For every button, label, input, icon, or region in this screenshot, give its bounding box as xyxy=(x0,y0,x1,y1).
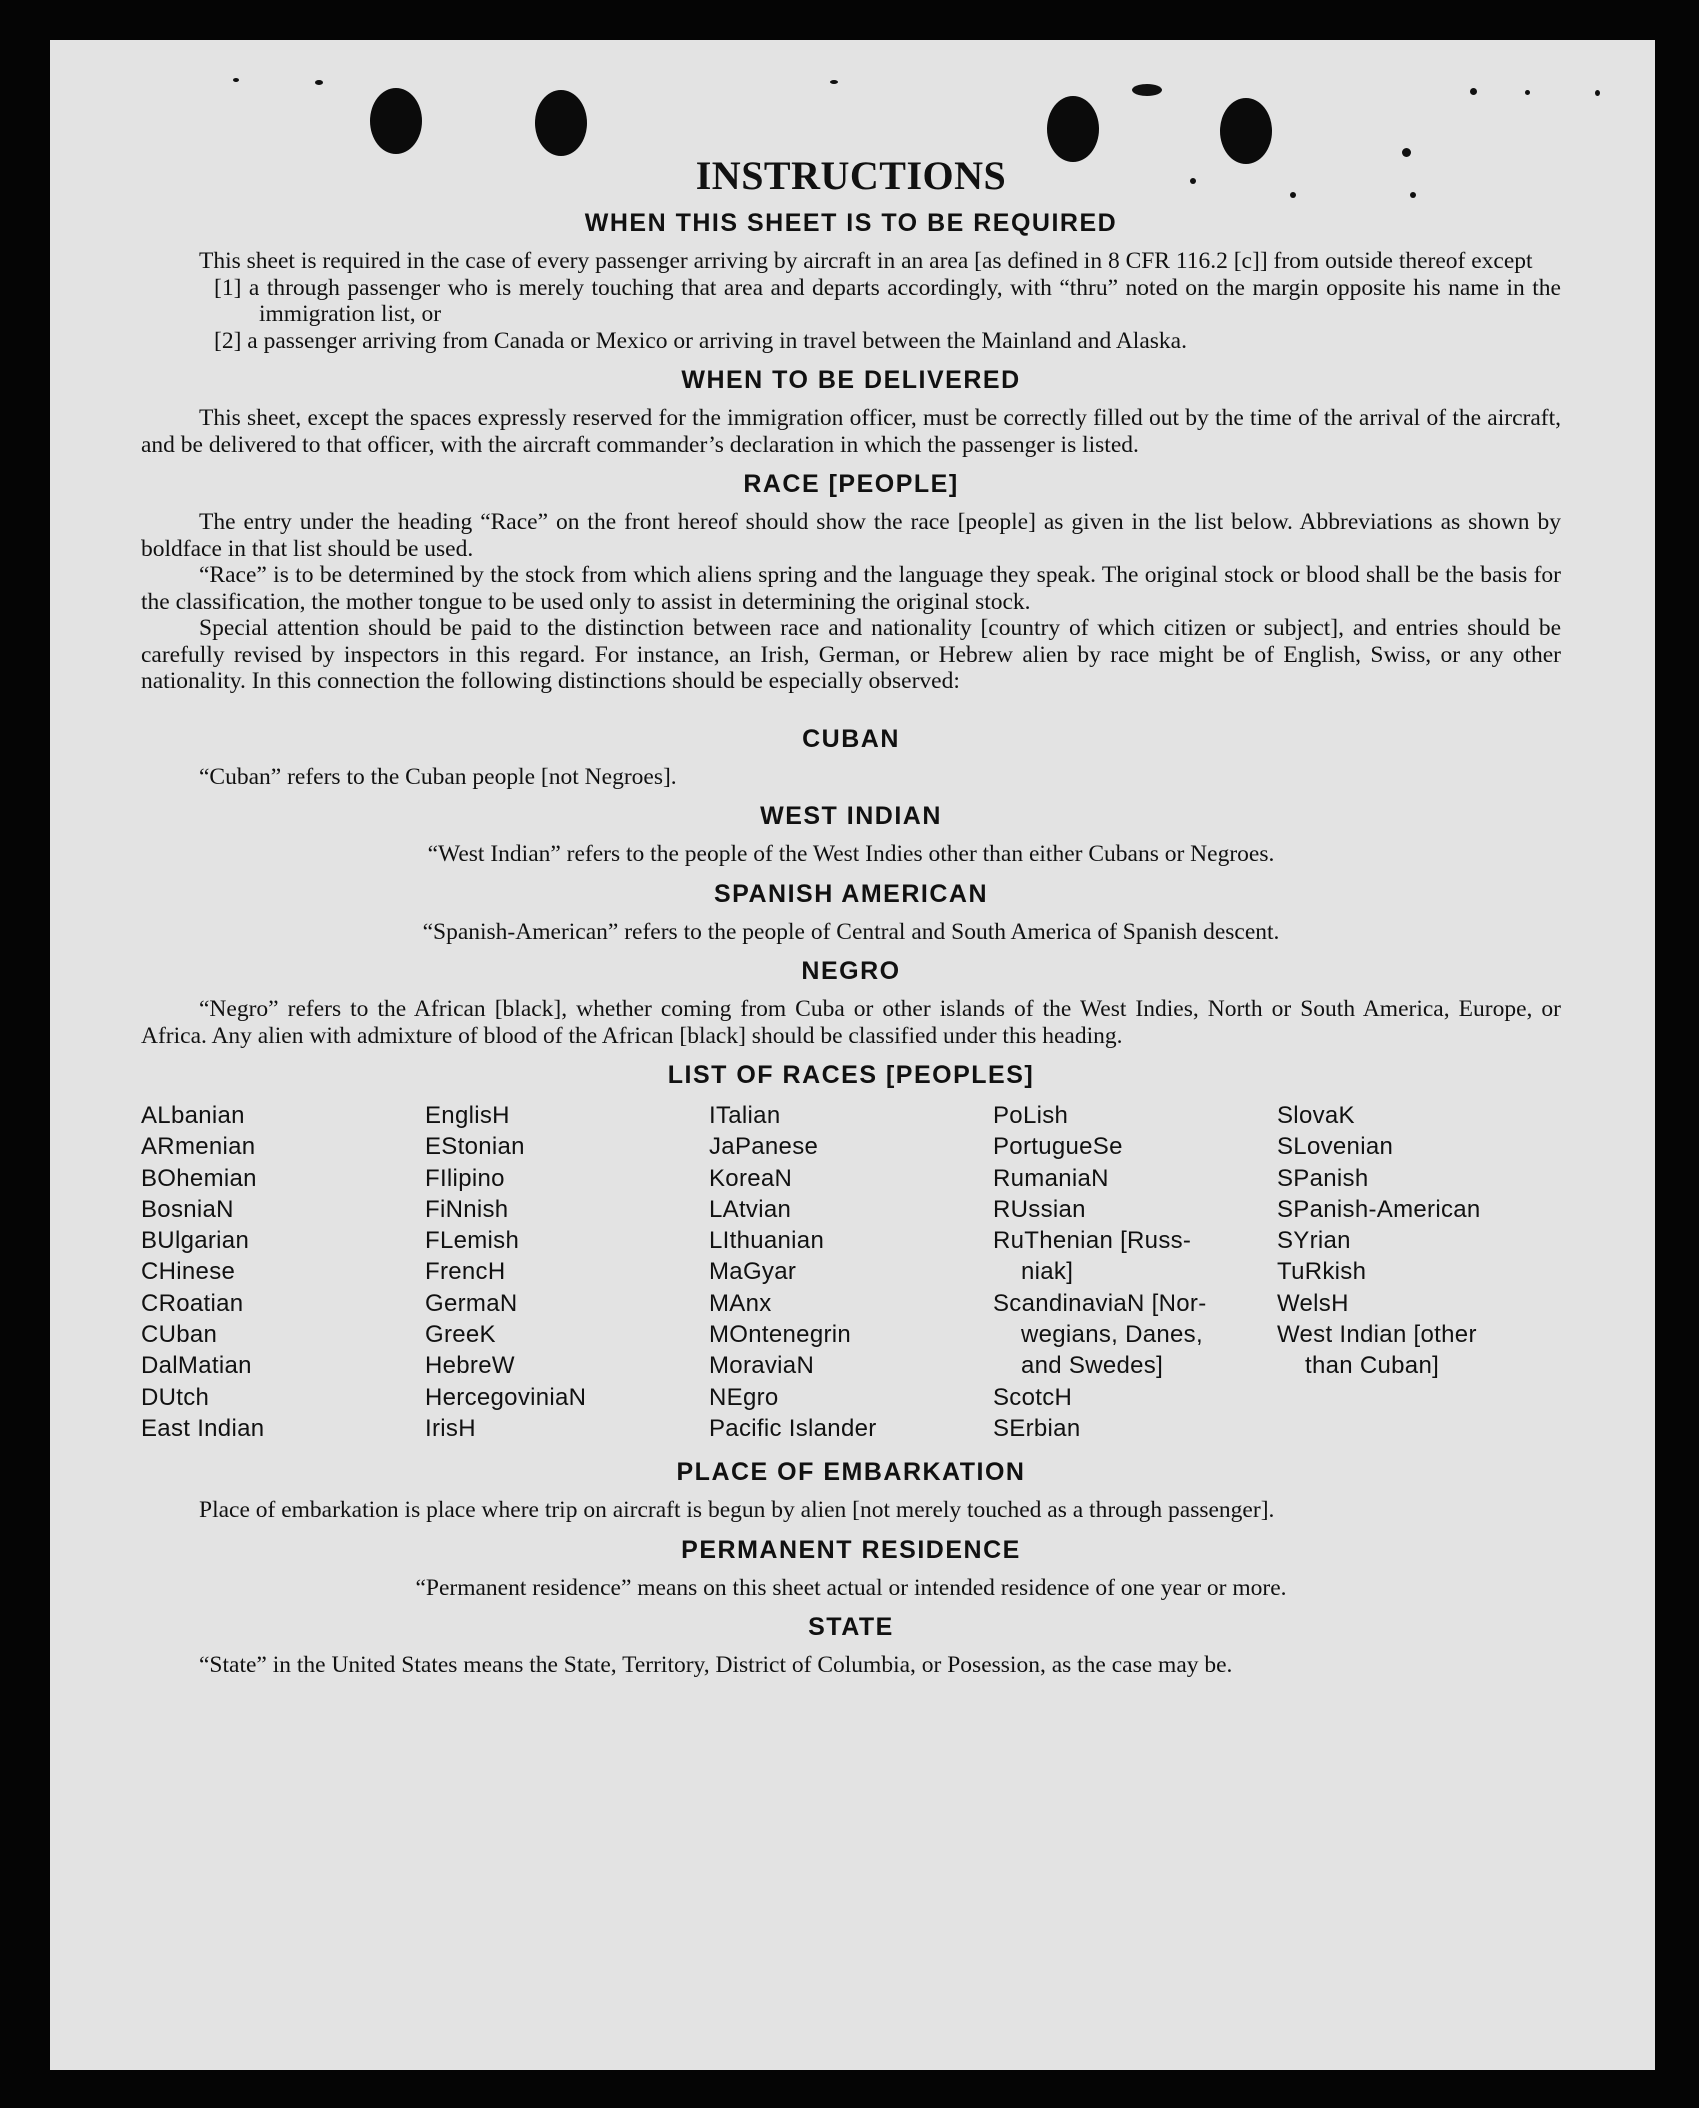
paragraph: Special attention should be paid to the distinction between race and nationality [country of which citizen or subject], and entries should be carefully revised by inspectors in this regard. For instance, an Irish, German, or Hebrew alien by race might be of English, Swiss, or any other nationality. In this connection the following distinctions should be especially observed: xyxy=(141,615,1561,694)
race-item: GreeK xyxy=(425,1321,496,1349)
section-heading: NEGRO xyxy=(801,957,901,985)
speck xyxy=(233,78,239,82)
race-item: SErbian xyxy=(993,1414,1081,1442)
race-item: CHinese xyxy=(141,1258,236,1286)
race-item: JaPanese xyxy=(709,1133,819,1161)
race-item: RuThenian [Russ- xyxy=(993,1227,1192,1255)
race-item: East Indian xyxy=(141,1414,265,1442)
document-page xyxy=(50,40,1655,2070)
document-title: INSTRUCTIONS xyxy=(695,153,1007,198)
punch-hole xyxy=(370,88,422,154)
race-item: ARmenian xyxy=(141,1133,256,1161)
race-item: TuRkish xyxy=(1277,1258,1367,1286)
section-heading: PERMANENT RESIDENCE xyxy=(681,1535,1021,1564)
race-item: RumaniaN xyxy=(993,1164,1109,1192)
race-item: WelsH xyxy=(1277,1289,1349,1317)
race-item: FLemish xyxy=(425,1227,520,1255)
race-item: EnglisH xyxy=(425,1102,510,1129)
section-heading: PLACE OF EMBARKATION xyxy=(676,1458,1026,1487)
speck xyxy=(315,80,323,85)
section-heading: WEST INDIAN xyxy=(760,802,942,830)
paragraph: “Race” is to be determined by the stock from which aliens spring and the language they speak. The original stock or blood shall be the basis for the classification, the mother tongue to be used only to assist in determining the original stock. xyxy=(141,562,1561,615)
race-item: West Indian [other xyxy=(1277,1321,1477,1349)
section-heading: SPANISH AMERICAN xyxy=(713,879,988,908)
paragraph: Place of embarkation is place where trip on aircraft is begun by alien [not merely touched as a through passenger]. xyxy=(199,1497,1275,1524)
races-list xyxy=(141,1100,1561,1444)
section-heading: RACE [PEOPLE] xyxy=(743,470,959,498)
race-item: wegians, Danes, xyxy=(1021,1321,1203,1349)
paragraph: “State” in the United States means the State, Territory, District of Columbia, or Posession, as the case may be. xyxy=(199,1652,1233,1679)
race-item: HebreW xyxy=(425,1352,515,1380)
race-item: ScotcH xyxy=(993,1383,1073,1411)
section-heading: CUBAN xyxy=(802,724,900,753)
speck xyxy=(1470,88,1477,95)
race-item: MAnx xyxy=(709,1289,772,1317)
race-item: Pacific Islander xyxy=(709,1414,877,1442)
section-heading: WHEN TO BE DELIVERED xyxy=(681,366,1021,394)
paragraph: The entry under the heading “Race” on the front hereof should show the race [people] as given in the list below. Abbreviations as shown by boldface in that list should be used. xyxy=(141,509,1561,562)
race-item: MOntenegrin xyxy=(709,1321,852,1349)
section-heading: STATE xyxy=(808,1613,894,1642)
race-item: CUban xyxy=(141,1321,218,1349)
race-item: GermaN xyxy=(425,1289,518,1317)
race-item: PortugueSe xyxy=(993,1133,1123,1161)
race-item: FrencH xyxy=(425,1258,506,1286)
race-item: FIlipino xyxy=(425,1164,505,1192)
race-item: RUssian xyxy=(993,1195,1086,1223)
race-item: SlovaK xyxy=(1277,1102,1355,1129)
race-item: SYrian xyxy=(1277,1227,1351,1255)
section-heading: WHEN THIS SHEET IS TO BE REQUIRED xyxy=(584,209,1118,237)
race-item: BUlgarian xyxy=(141,1227,250,1255)
race-item: SLovenian xyxy=(1277,1133,1394,1161)
race-item: ITalian xyxy=(709,1102,781,1129)
race-item: SPanish-American xyxy=(1277,1195,1481,1223)
paragraph: This sheet is required in the case of every passenger arriving by aircraft in an area [as defined in 8 CFR 116.2 [c]] from outside thereof except xyxy=(199,248,1533,274)
race-item: LIthuanian xyxy=(709,1227,825,1255)
race-item: HercegoviniaN xyxy=(425,1383,587,1411)
race-item: DUtch xyxy=(141,1383,210,1411)
punch-hole xyxy=(535,90,587,156)
paragraph: “Negro” refers to the African [black], whether coming from Cuba or other islands of the West Indies, North or South America, Europe, or Africa. Any alien with admixture of blood of the African [black] should be classified under this heading. xyxy=(141,996,1561,1049)
speck xyxy=(1595,90,1600,96)
race-item: CRoatian xyxy=(141,1289,244,1317)
races-column xyxy=(993,1100,1277,1444)
race-item: NEgro xyxy=(709,1383,779,1411)
paragraph: “Permanent residence” means on this sheet actual or intended residence of one year or more. xyxy=(415,1574,1287,1601)
races-column xyxy=(1277,1100,1561,1444)
race-item: ScandinaviaN [Nor- xyxy=(993,1289,1207,1317)
race-item: KoreaN xyxy=(709,1164,793,1192)
speck xyxy=(1132,84,1162,96)
races-column xyxy=(141,1100,425,1444)
race-item: IrisH xyxy=(425,1414,476,1442)
race-item: niak] xyxy=(1021,1258,1074,1286)
race-item: BosniaN xyxy=(141,1195,234,1223)
race-item: PoLish xyxy=(993,1102,1069,1129)
paragraph: “West Indian” refers to the people of the West Indies other than either Cubans or Negroes. xyxy=(427,841,1275,867)
race-item: DalMatian xyxy=(141,1352,252,1380)
speck xyxy=(830,80,838,84)
instructions-content xyxy=(141,152,1561,1679)
race-item: and Swedes] xyxy=(1021,1352,1164,1380)
race-item: than Cuban] xyxy=(1305,1352,1440,1380)
race-item: EStonian xyxy=(425,1133,525,1161)
list-item: [2] a passenger arriving from Canada or Mexico or arriving in travel between the Mainland and Alaska. xyxy=(214,327,1187,354)
race-item: SPanish xyxy=(1277,1164,1369,1192)
races-column xyxy=(709,1100,993,1444)
race-item: LAtvian xyxy=(709,1195,792,1223)
race-item: MoraviaN xyxy=(709,1352,815,1380)
race-item: FiNnish xyxy=(425,1195,509,1223)
paragraph: This sheet, except the spaces expressly reserved for the immigration officer, must be correctly filled out by the time of the arrival of the aircraft, and be delivered to that officer, with the aircraft commander’s declaration in which the passenger is listed. xyxy=(141,405,1561,458)
races-column xyxy=(425,1100,709,1444)
paragraph: “Spanish-American” refers to the people of Central and South America of Spanish descent. xyxy=(422,918,1280,945)
races-heading: LIST OF RACES [PEOPLES] xyxy=(667,1061,1035,1089)
race-item: BOhemian xyxy=(141,1164,257,1192)
race-item: ALbanian xyxy=(141,1102,245,1129)
race-item: MaGyar xyxy=(709,1258,797,1286)
paragraph: “Cuban” refers to the Cuban people [not Negroes]. xyxy=(199,763,677,790)
speck xyxy=(1525,90,1530,95)
list-item: [1] a through passenger who is merely touching that area and departs accordingly, with “thru” noted on the margin opposite his name in the immigration list, or xyxy=(214,274,1561,327)
